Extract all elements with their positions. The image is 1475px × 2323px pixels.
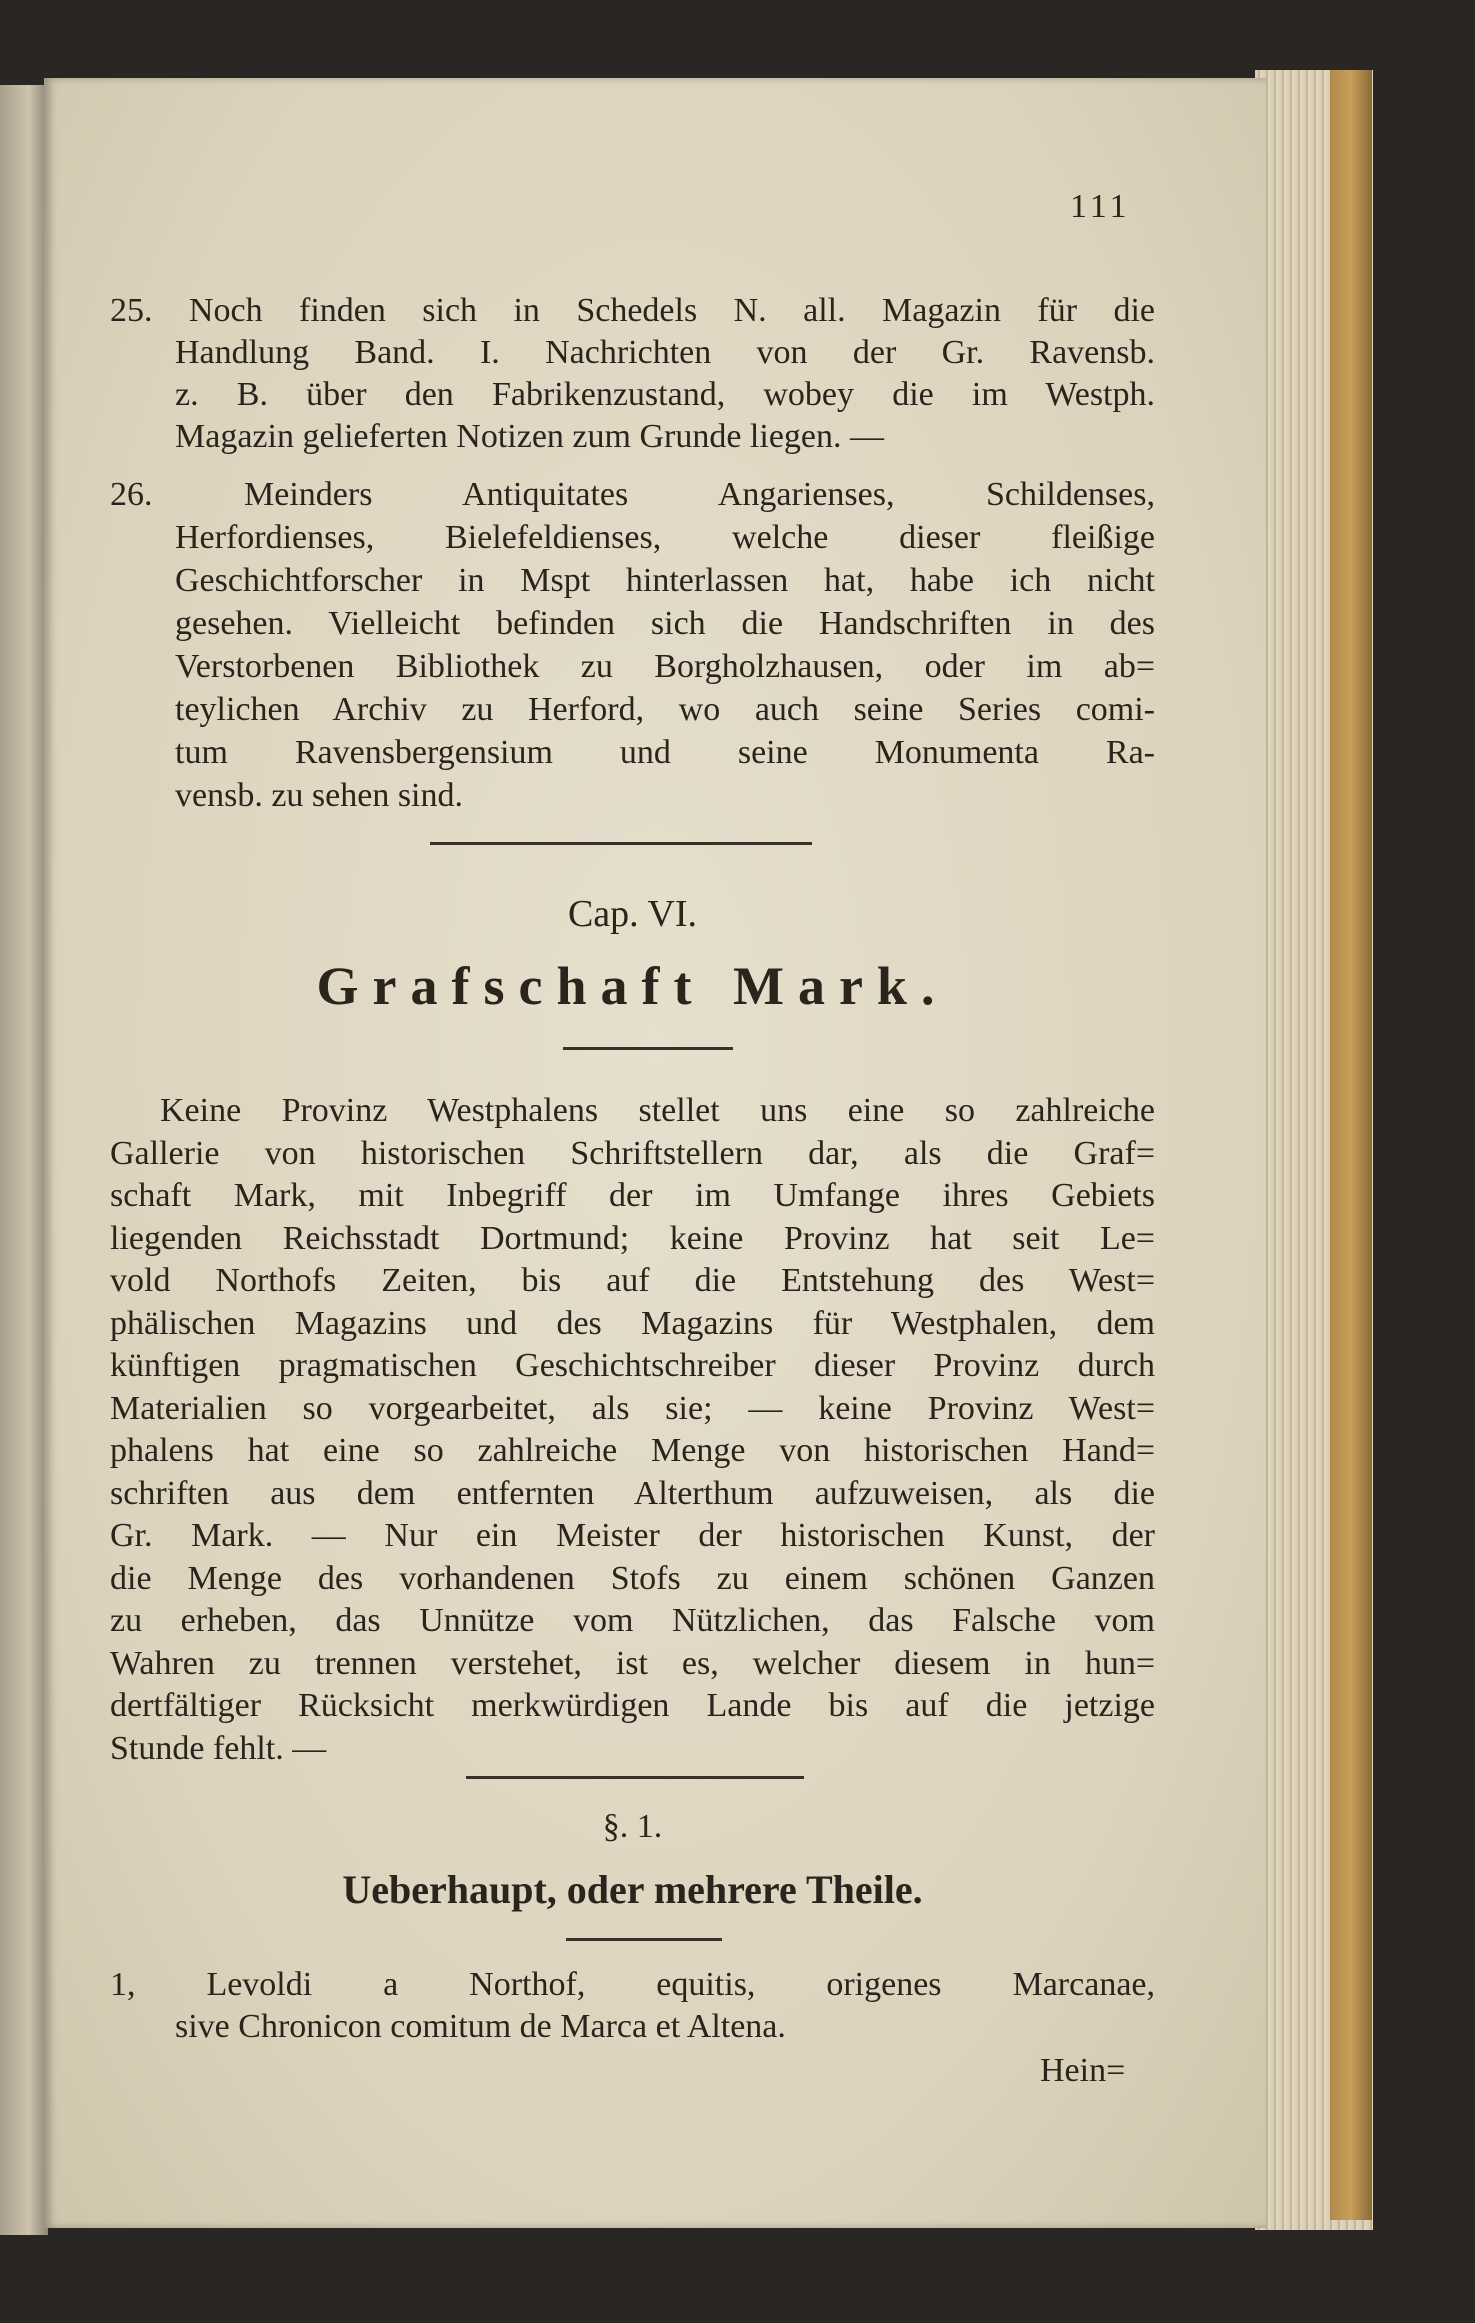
text-line: Verstorbenen Bibliothek zu Borgholzhausen, oder im ab=: [175, 648, 1155, 685]
text-line: vensb. zu sehen sind.: [175, 777, 464, 814]
text-line: Materialien so vorgearbeitet, als sie; — keine Provinz West=: [110, 1389, 1155, 1427]
text-line: dertfältiger Rücksicht merkwürdigen Lande bis auf die jetzige: [110, 1687, 1155, 1724]
catchword: Hein=: [1040, 2052, 1126, 2089]
book-cover-edge: [1330, 70, 1372, 2220]
text-line: künftigen pragmatischen Geschichtschreiber dieser Provinz durch: [110, 1347, 1155, 1384]
page-number: 111: [1070, 188, 1131, 225]
text-line: 26. Meinders Antiquitates Angarienses, Schildenses,: [110, 476, 1155, 513]
text-line: liegenden Reichsstadt Dortmund; keine Provinz hat seit Le=: [110, 1219, 1155, 1257]
section-label: §. 1.: [602, 1808, 663, 1845]
chapter-title: Grafschaft Mark.: [316, 956, 949, 1016]
text-line: Keine Provinz Westphalens stellet uns eine so zahlreiche: [160, 1092, 1155, 1129]
text-line: 25. Noch finden sich in Schedels N. all. Magazin für die: [110, 292, 1155, 329]
text-line: die Menge des vorhandenen Stofs zu einem schönen Ganzen: [110, 1559, 1155, 1597]
text-line: gesehen. Vielleicht befinden sich die Handschriften in des: [175, 605, 1155, 642]
text-line: schriften aus dem entfernten Alterthum aufzuweisen, als die: [110, 1474, 1155, 1512]
divider: [563, 1047, 733, 1050]
text-line: Geschichtforscher in Mspt hinterlassen hat, habe ich nicht: [175, 562, 1155, 599]
text-line: Gallerie von historischen Schriftstellern dar, als die Graf=: [110, 1134, 1155, 1172]
divider: [566, 1938, 722, 1941]
text-line: teylichen Archiv zu Herford, wo auch seine Series comi-: [175, 691, 1155, 728]
section-title: Ueberhaupt, oder mehrere Theile.: [342, 1867, 923, 1912]
text-line: Stunde fehlt. —: [110, 1729, 327, 1767]
text-line: 1, Levoldi a Northof, equitis, origenes Marcanae,: [110, 1966, 1155, 2003]
text-line: Handlung Band. I. Nachrichten von der Gr. Ravensb.: [175, 334, 1155, 371]
text-line: z. B. über den Fabrikenzustand, wobey die im Westph.: [175, 376, 1155, 413]
text-line: zu erheben, das Unnütze vom Nützlichen, das Falsche vom: [110, 1602, 1155, 1639]
divider: [430, 842, 812, 845]
divider: [466, 1776, 804, 1779]
text-line: tum Ravensbergensium und seine Monumenta Ra-: [175, 734, 1155, 771]
text-line: vold Northofs Zeiten, bis auf die Entstehung des West=: [110, 1262, 1155, 1299]
text-line: Herfordienses, Bielefeldienses, welche dieser fleißige: [175, 519, 1155, 556]
chapter-label: Cap. VI.: [567, 893, 698, 935]
text-line: Magazin gelieferten Notizen zum Grunde liegen. —: [175, 418, 885, 455]
text-line: Gr. Mark. — Nur ein Meister der historischen Kunst, der: [110, 1517, 1155, 1554]
facing-page-edge: [0, 85, 48, 2235]
text-line: schaft Mark, mit Inbegriff der im Umfange ihres Gebiets: [110, 1177, 1155, 1214]
text-line: sive Chronicon comitum de Marca et Altena.: [175, 2008, 786, 2045]
text-line: Wahren zu trennen verstehet, ist es, welcher diesem in hun=: [110, 1644, 1155, 1682]
text-line: phälischen Magazins und des Magazins für Westphalen, dem: [110, 1304, 1155, 1342]
text-line: phalens hat eine so zahlreiche Menge von historischen Hand=: [110, 1432, 1155, 1469]
